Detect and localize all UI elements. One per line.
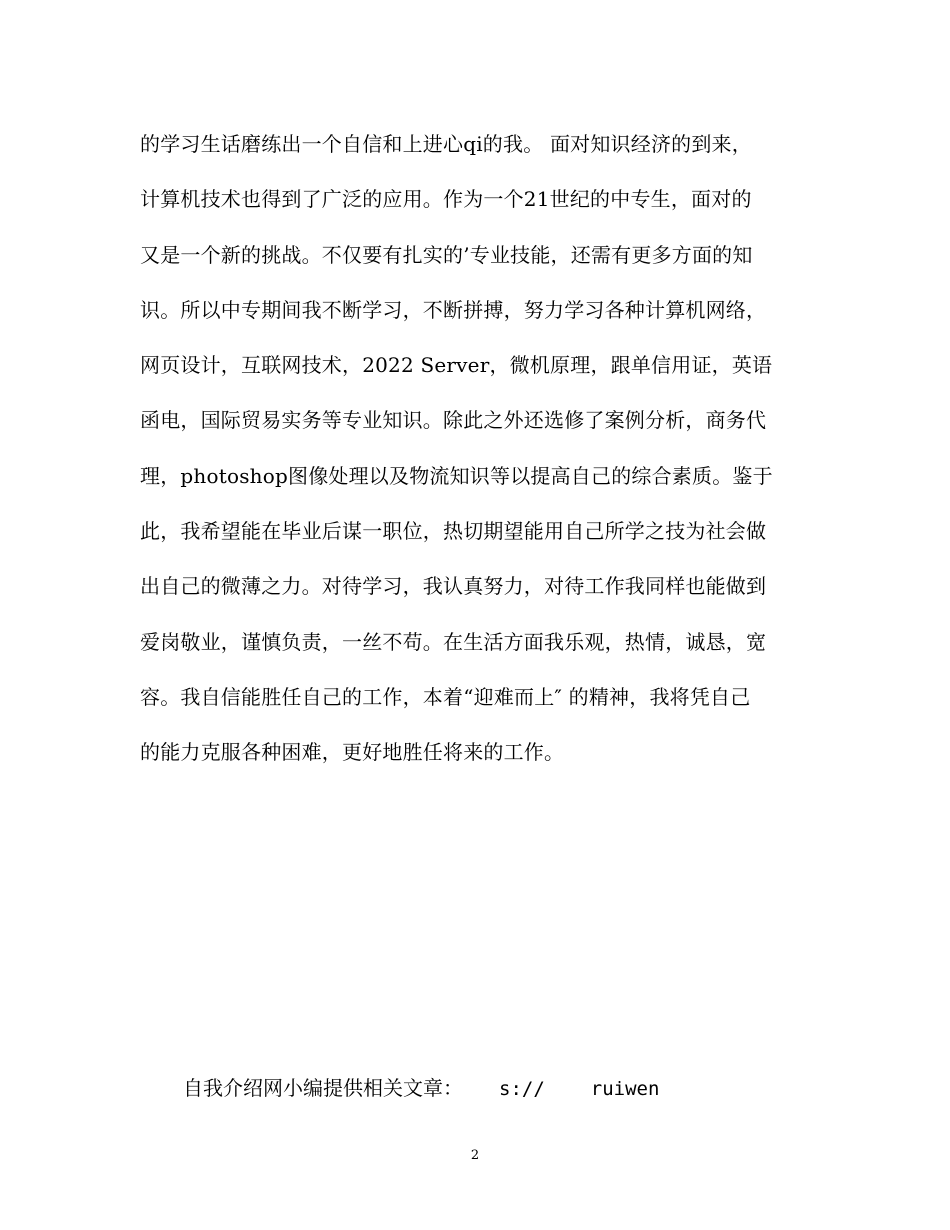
body-line: 此，我希望能在毕业后谋一职位，热切期望能用自己所学之技为社会做 [140,519,767,544]
body-line: 出自己的微薄之力。对待学习，我认真努力，对待工作我同样也能做到 [140,574,767,599]
page-number: 2 [470,1148,480,1163]
body-line: 网页设计，互联网技术，2022 Server，微机原理，跟单信用证，英语 [140,353,773,378]
body-line: 理，photoshop图像处理以及物流知识等以提高自己的综合素质。鉴于 [140,463,773,488]
related-articles-label: 自我介绍网小编提供相关文章： [183,1076,463,1100]
body-line: 计算机技术也得到了广泛的应用。作为一个21世纪的中专生，面对的 [140,187,752,212]
body-line: 爱岗敬业，谨慎负责，一丝不苟。在生活方面我乐观，热情，诚恳，宽 [140,629,767,654]
body-line: 函电，国际贸易实务等专业知识。除此之外还选修了案例分析，商务代 [140,408,767,433]
body-text [140,126,820,790]
related-articles-link-domain[interactable]: ruiwen [590,1078,660,1100]
body-line: 又是一个新的挑战。不仅要有扎实的’专业技能，还需有更多方面的知 [140,242,753,267]
body-line: 的学习生话磨练出一个自信和上进心qi的我。 面对知识经济的到来， [140,132,752,156]
body-line: 容。我自信能胜任自己的工作，本着“迎难而上″ 的精神，我将凭自己 [140,684,751,709]
body-line: 识。所以中专期间我不断学习，不断拼搏，努力学习各种计算机网络， [140,297,767,322]
related-articles-link-prefix[interactable]: s:// [499,1078,545,1100]
related-articles-note [183,1070,659,1107]
body-line: 的能力克服各种困难，更好地胜任将来的工作。 [140,740,565,765]
